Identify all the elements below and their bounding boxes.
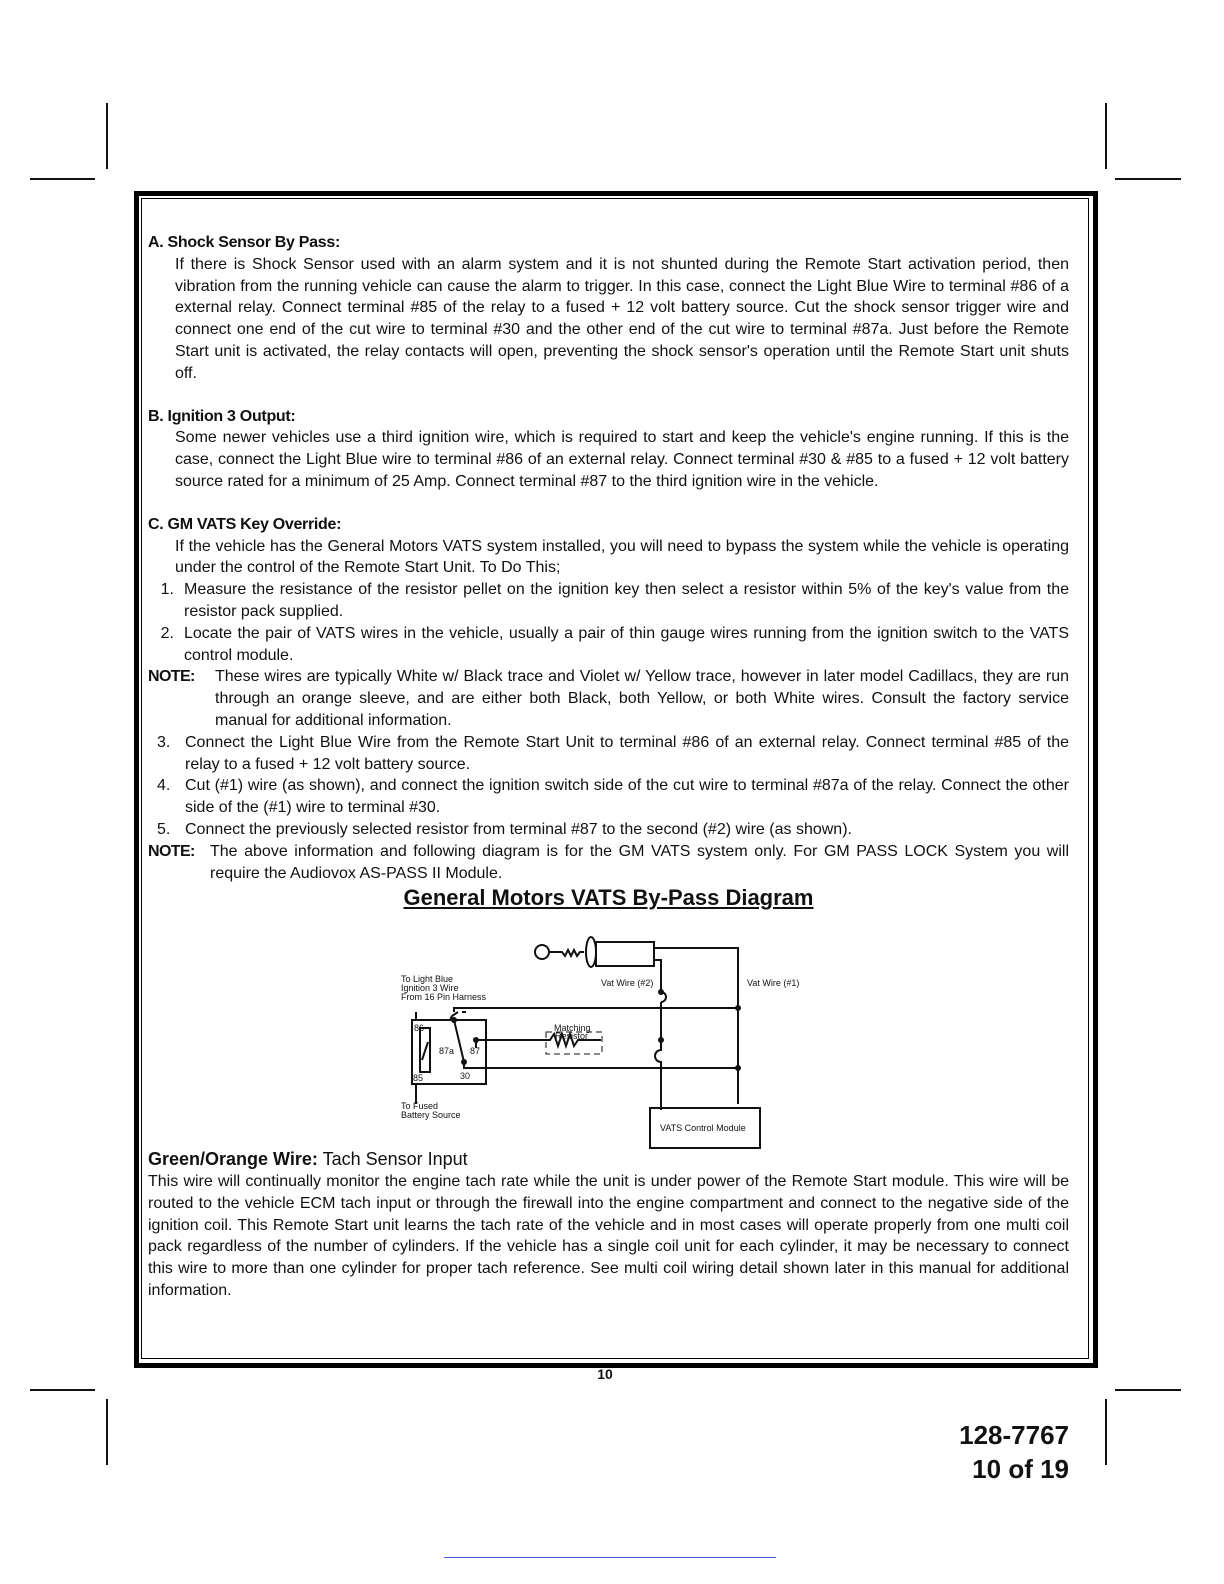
step-number: 5. xyxy=(157,820,171,838)
step-text: Connect the Light Blue Wire from the Remote Start Unit to terminal #86 of an external relay. Connect terminal #85 of the relay to a fused + 12 volt battery source. xyxy=(185,733,1069,773)
vats-module-label: VATS Control Module xyxy=(660,1123,746,1133)
crop-mark xyxy=(30,1389,95,1391)
page-of: 10 of 19 xyxy=(972,1454,1069,1484)
terminal-87a: 87a xyxy=(439,1046,455,1056)
section-c-title: C. GM VATS Key Override: xyxy=(148,515,342,533)
note-text: These wires are typically White w/ Black trace and Violet w/ Yellow trace, however in later model Cadillacs, they are run through an orange sleeve, and are either both Black, both Yellow, or both White wires. Consult the factory service manual for additional information. xyxy=(215,668,1069,729)
tach-body: This wire will continually monitor the engine tach rate while the unit is under power of the Remote Start module. This wire will be routed to the vehicle ECM tach input or through the firewall into the engine compartment and connect to the negative side of the ignition coil. This Remote Start unit learns the tach rate of the vehicle and in most cases will operate properly from one multi coil pack regardless of the number of cylinders. If the vehicle has a single coil unit for each cylinder, it may be necessary to connect this wire to more than one cylinder for proper tach reference. See multi coil wiring detail shown later in this manual for additional information. xyxy=(148,1172,1069,1299)
crop-mark xyxy=(1105,103,1107,169)
document-id xyxy=(959,1418,1069,1486)
vat-wire-2-label: Vat Wire (#2) xyxy=(601,978,654,988)
crop-mark xyxy=(106,1399,108,1465)
step-text: Cut (#1) wire (as shown), and connect the ignition switch side of the cut wire to terminal #87a of the relay. Connect the other side of the (#1) wire to terminal #30. xyxy=(185,777,1069,817)
section-c-intro: If the vehicle has the General Motors VATS system installed, you will need to bypass the system while the vehicle is operating under the control of the Remote Start Unit. To Do This; xyxy=(175,537,1069,577)
list-item xyxy=(148,775,1069,819)
light-blue-label-2: Ignition 3 Wire xyxy=(401,983,459,993)
page-number: 10 xyxy=(597,1366,613,1382)
vats-wiring-diagram xyxy=(396,932,816,1154)
document-number: 128-7767 xyxy=(959,1420,1069,1450)
list-item xyxy=(148,579,1069,623)
step-number: 2. xyxy=(160,624,174,642)
step-text: Locate the pair of VATS wires in the vehicle, usually a pair of thin gauge wires running from the ignition switch to the VATS control module. xyxy=(184,624,1069,664)
step-text: Connect the previously selected resistor from terminal #87 to the second (#2) wire (as shown). xyxy=(185,820,852,838)
step-number: 4. xyxy=(157,777,171,795)
light-blue-label-1: To Light Blue xyxy=(401,974,454,984)
crop-mark xyxy=(1115,1389,1181,1391)
matching-label-2: Resistor xyxy=(555,1031,589,1041)
key-icon xyxy=(535,945,549,959)
step-number: 1. xyxy=(160,581,174,599)
fused-label-2: Battery Source xyxy=(401,1110,461,1120)
crop-mark xyxy=(30,178,95,180)
step-number: 3. xyxy=(157,733,171,751)
crop-mark xyxy=(1115,178,1181,180)
crop-mark xyxy=(1105,1399,1107,1465)
terminal-30: 30 xyxy=(460,1071,471,1081)
terminal-86: 86 xyxy=(414,1023,425,1033)
diagram-title: General Motors VATS By-Pass Diagram xyxy=(403,885,814,911)
list-item xyxy=(148,732,1069,776)
fused-label-1: To Fused xyxy=(401,1101,439,1111)
note-text: The above information and following diagram is for the GM VATS system only. For GM PASS LOCK System you will require the Audiovox AS-PASS II Module. xyxy=(210,842,1069,882)
vat-wire-1-label: Vat Wire (#1) xyxy=(747,978,800,988)
matching-label-1: Matching xyxy=(554,1023,591,1033)
terminal-85: 85 xyxy=(413,1073,424,1083)
section-a-title: A. Shock Sensor By Pass: xyxy=(148,234,340,251)
tach-heading-rest: Tach Sensor Input xyxy=(317,1149,468,1170)
section-a-body: If there is Shock Sensor used with an alarm system and it is not shunted during the Remote Start activation period, then vibration from the running vehicle can cause the alarm to trigger. In this case, connect the Light Blue Wire to terminal #86 of a external relay. Connect terminal #85 of the relay to a fused + 12 volt battery source. Cut the shock sensor trigger wire and connect one end of the cut wire to terminal #30 and the other end of the cut wire to terminal #87a. Just before the Remote Start unit is activated, the relay contacts will open, preventing the shock sensor's operation until the Remote Start unit shuts off. xyxy=(175,255,1069,382)
crop-mark xyxy=(106,103,108,169)
light-blue-label-3: From 16 Pin Harness xyxy=(401,992,487,1002)
footer-link-line xyxy=(444,1557,776,1558)
note xyxy=(148,841,1069,885)
note-label: NOTE: xyxy=(148,668,195,686)
list-item xyxy=(148,819,1069,841)
note xyxy=(148,666,1069,731)
ignition-switch xyxy=(596,942,654,966)
list-item xyxy=(148,623,1069,667)
section-b-body: Some newer vehicles use a third ignition wire, which is required to start and keep the vehicle's engine running. If this is the case, connect the Light Blue wire to terminal #86 of an external relay. Connect terminal #30 & #85 to a fused + 12 volt battery source rated for a minimum of 25 Amp. Connect terminal #87 to the third ignition wire in the vehicle. xyxy=(175,429,1069,490)
tach-heading-bold: Green/Orange Wire: xyxy=(148,1149,318,1170)
section-b-title: B. Ignition 3 Output: xyxy=(148,407,296,425)
terminal-87: 87 xyxy=(470,1046,481,1056)
note-label: NOTE: xyxy=(148,842,195,860)
step-text: Measure the resistance of the resistor pellet on the ignition key then select a resistor within 5% of the key's value from the resistor pack supplied. xyxy=(184,581,1069,620)
